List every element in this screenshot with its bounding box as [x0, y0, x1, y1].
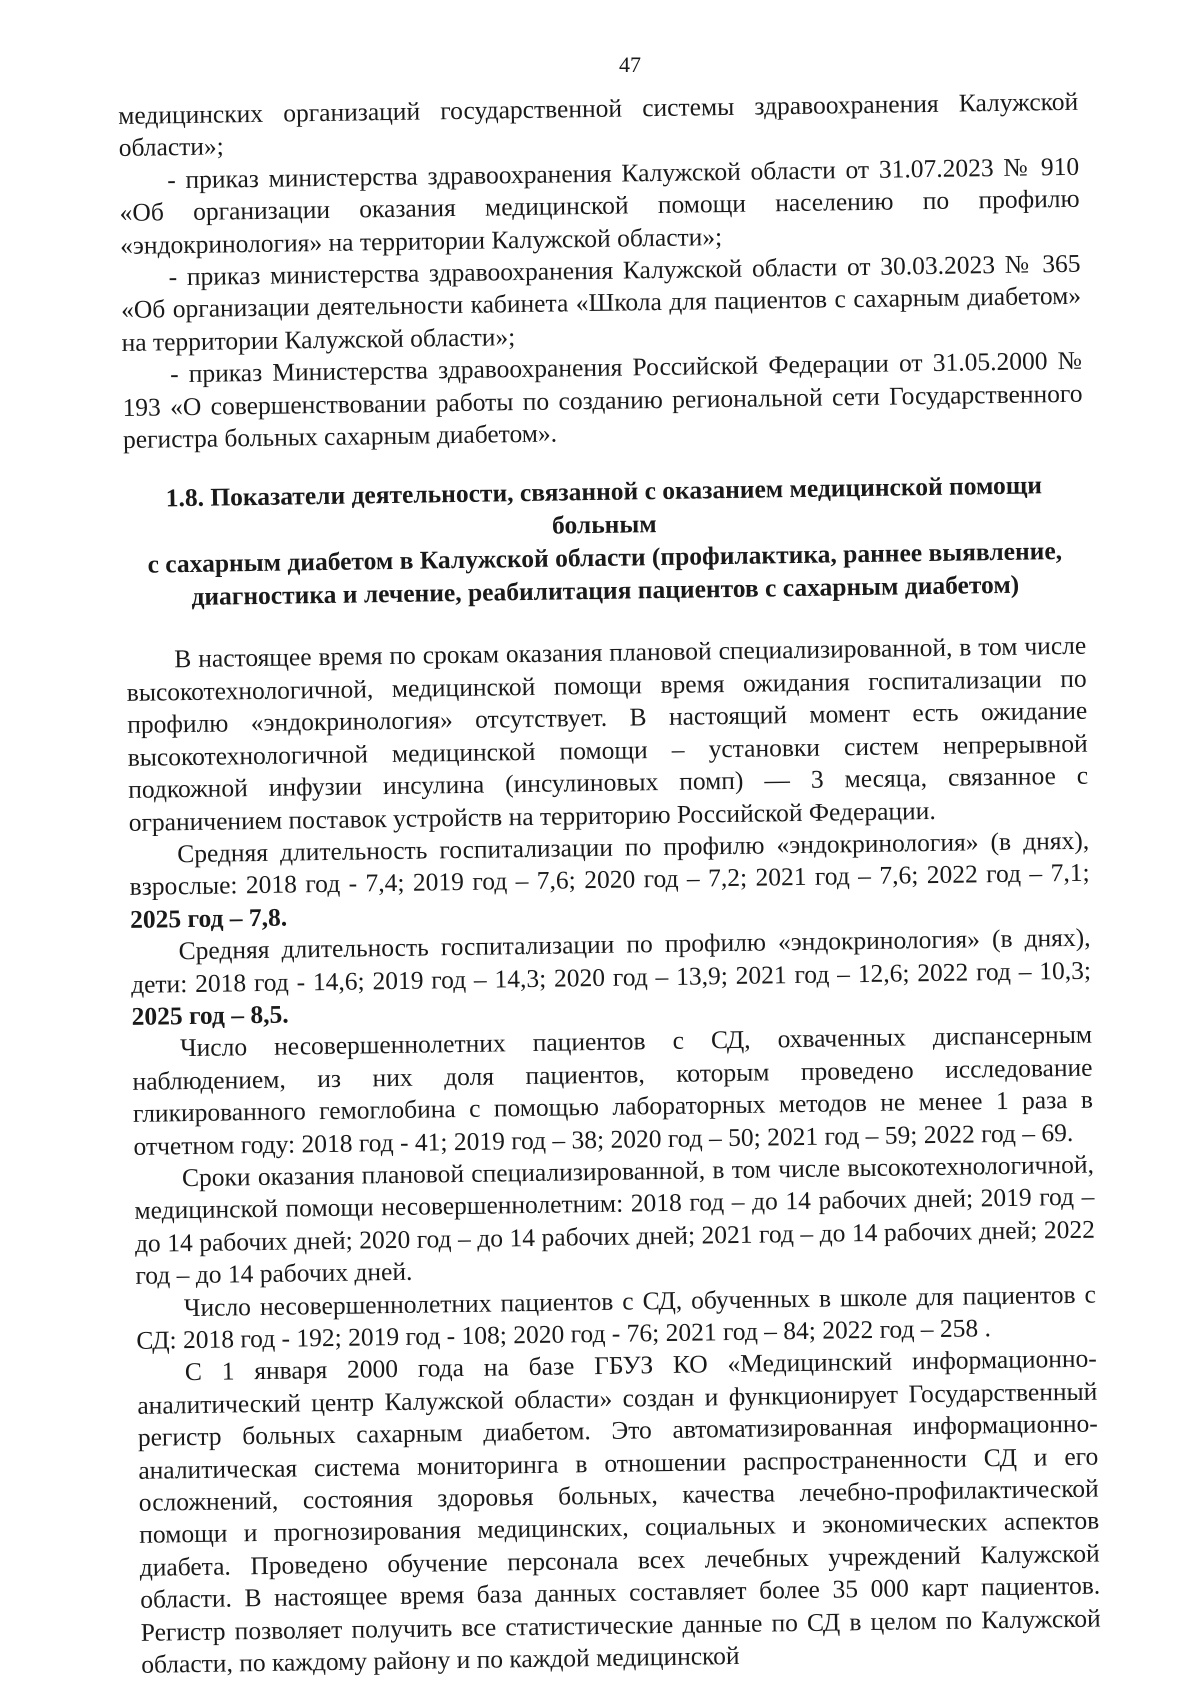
order-item: - приказ министерства здравоохранения Калужской области от 31.07.2023 № 910 «Об организации оказания медицинской помощи населению по профилю «эндокринология» на территории Калужской области»;	[119, 151, 1080, 260]
order-item: - приказ министерства здравоохранения Калужской области от 30.03.2023 № 365 «Об организации деятельности кабинета «Школа для пациентов с сахарным диабетом» на территории Калужской области»;	[120, 248, 1082, 357]
paragraph-child-stay	[130, 922, 1091, 1033]
child-stay-target: 2025 год – 8,5.	[131, 999, 289, 1031]
adult-stay-target: 2025 год – 7,8.	[129, 902, 288, 934]
paragraph-dispensary: Число несовершеннолетних пациентов с СД, охваченных диспансерным наблюдением, из них доля пациентов, которым проведено исследование гликированного гемоглобина с помощью лабораторных методов не менее 1 раза в отчетном году: 2018 год - 41; 2019 год – 38; 2020 год – 50; 2021 год – 59; 2022 год – 69.	[132, 1019, 1094, 1161]
paragraph-adult-stay	[129, 825, 1090, 936]
page-number: 47	[619, 52, 641, 77]
section-heading-line: 1.8. Показатели деятельности, связанной с оказанием медицинской помощи больным	[165, 470, 1043, 541]
paragraph-care-terms: Сроки оказания плановой специализированной, в том числе высокотехнологичной, медицинской помощи несовершеннолетним: 2018 год – до 14 рабочих дней; 2019 год – до 14 рабочих дней; 2020 год – до 14 рабочих дней; 2021 год – до 14 рабочих дней; 2022 год – до 14 рабочих дней.	[134, 1149, 1096, 1291]
section-heading-line: с сахарным диабетом в Калужской области (профилактика, раннее выявление,	[147, 536, 1063, 580]
section-heading	[124, 468, 1086, 614]
order-item: медицинских организаций государственной системы здравоохранения Калужской области»;	[118, 86, 1079, 163]
paragraph-school-trained: Число несовершеннолетних пациентов с СД, обученных в школе для пациентов с СД: 2018 год - 192; 2019 год - 108; 2020 год - 76; 2021 год – 84; 2022 год – 258 .	[136, 1279, 1097, 1355]
adult-stay-text: Средняя длительность госпитализации по профилю «эндокринология» (в днях), взрослые: 2018 год - 7,4; 2019 год – 7,6; 2020 год – 7,2; 2021 год – 7,6; 2022 год – 7,1;	[129, 825, 1090, 902]
paragraph-registry: С 1 января 2000 года на базе ГБУЗ КО «Медицинский информационно-аналитический центр Калужской области» создан и функционирует Государственный регистр больных сахарным диабетом. Это автоматизированная информационно-аналитическая система мониторинга в отношении распространенности СД и его осложнений, состояния здоровья больных, качества лечебно-профилактической помощи и прогнозирования медицинских, социальных и экономических аспектов диабета. Проведено обучение персонала всех лечебных учреждений Калужской области. В настоящее время база данных составляет более 35 000 карт пациентов. Регистр позволяет получить все статистические данные по СД в целом по Калужской области, по каждому району и по каждой медицинской	[137, 1344, 1101, 1679]
child-stay-text: Средняя длительность госпитализации по профилю «эндокринология» (в днях), дети: 2018 год - 14,6; 2019 год – 14,3; 2020 год – 13,9; 2021 год – 12,6; 2022 год – 10,3;	[130, 922, 1092, 999]
page-body	[118, 86, 1101, 1682]
section-heading-line: диагностика и лечение, реабилитация пациентов с сахарным диабетом)	[191, 570, 1020, 612]
paragraph-waiting-time: В настоящее время по срокам оказания плановой специализированной, в том числе высокотехнологичной, медицинской помощи время ожидания госпитализации по профилю «эндокринология» отсутствует. В настоящий момент есть ожидание высокотехнологичной медицинской помощи – установки систем непрерывной подкожной инфузии инсулина (инсулиновых помп) — 3 месяца, связанное с ограничением поставок устройств на территорию Российской Федерации.	[126, 631, 1089, 837]
order-item: - приказ Министерства здравоохранения Российской Федерации от 31.05.2000 № 193 «О совершенствовании работы по созданию региональной сети Государственного регистра больных сахарным диабетом».	[122, 345, 1083, 455]
order-list	[118, 86, 1083, 457]
